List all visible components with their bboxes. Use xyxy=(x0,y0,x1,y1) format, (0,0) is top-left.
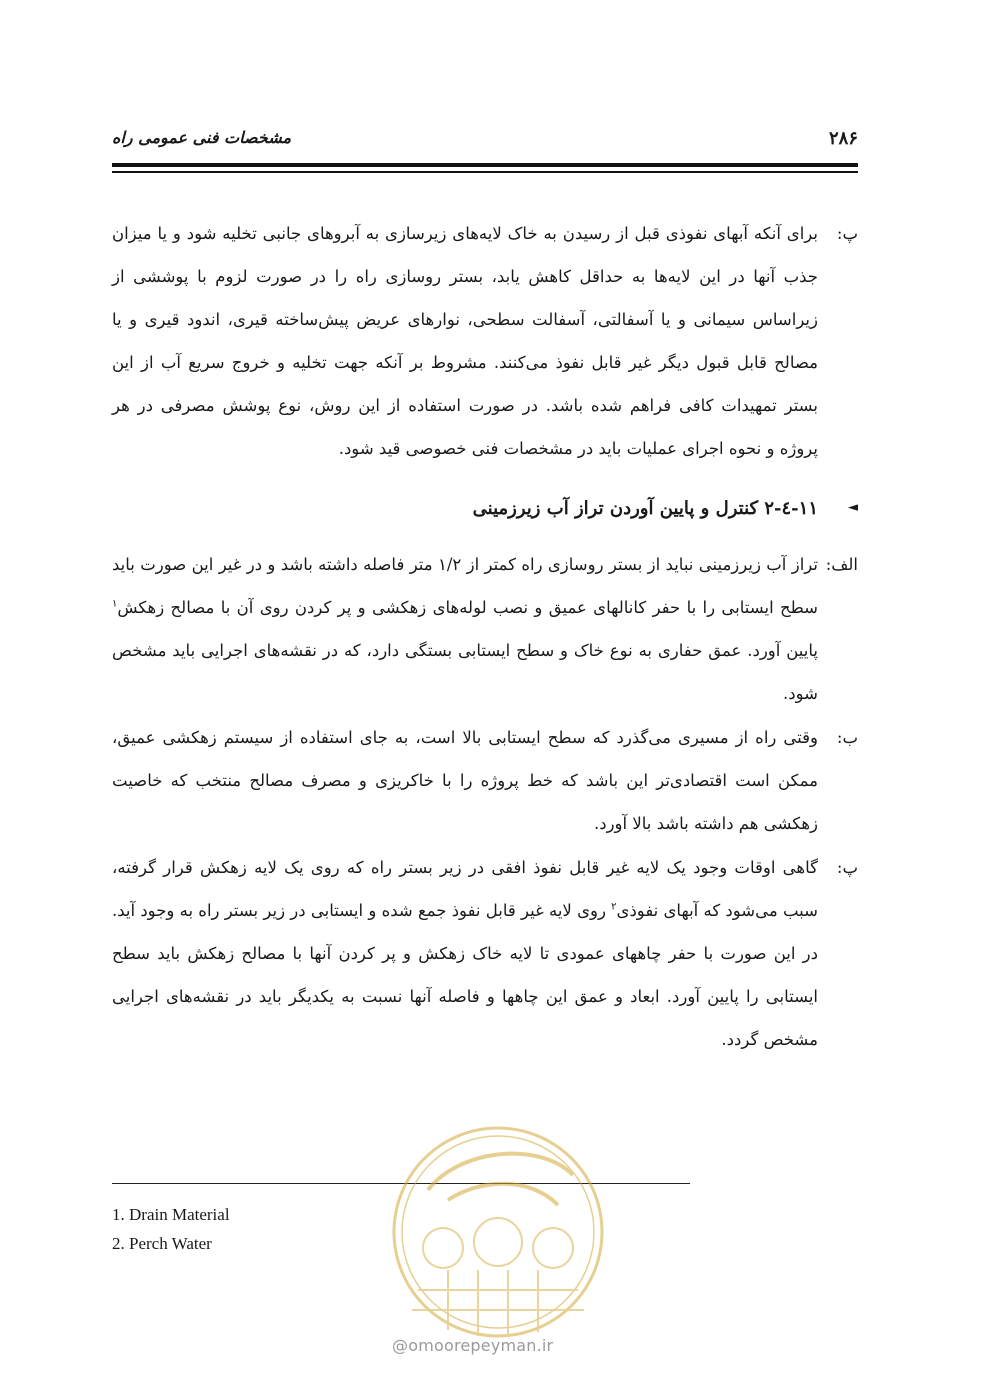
footnote-reference: ۲ xyxy=(611,901,617,913)
paragraph-pe-2 xyxy=(112,846,858,1061)
paragraph-marker: الف: xyxy=(825,555,858,574)
paragraph-marker: پ: xyxy=(836,224,858,243)
watermark-url: @omoorepeyman.ir xyxy=(392,1336,554,1355)
paragraph-text xyxy=(112,543,818,715)
footnote-reference: ۱ xyxy=(112,598,118,610)
paragraph-alef xyxy=(112,543,858,715)
paragraph-marker: ب: xyxy=(836,728,858,747)
paragraph-text-part: روی لایه غیر قابل نفوذ جمع شده و ایستابی در زیر بستر راه به وجود آید. در این صورت با حفر چاههای عمودی تا لایه خاک زهکش و پر کردن آنها با مصالح زهکش باید سطح ایستابی را پایین آورد. ابعاد و عمق این چاهها و فاصله آنها نسبت به یکدیگر باید در نقشه‌های اجرایی مشخص گردد. xyxy=(112,901,818,1049)
section-title: ۱۱-٤-۲ کنترل و پایین آوردن تراز آب زیرزمینی xyxy=(472,498,818,519)
footnote-1: 1. Drain Material xyxy=(112,1205,230,1224)
running-header xyxy=(112,122,858,158)
running-title: مشخصات فنی عمومی راه xyxy=(112,128,292,147)
page-number: ۲۸۶ xyxy=(828,128,858,149)
paragraph-text-part: گاهی اوقات وجود یک لایه غیر قابل نفوذ افقی در زیر بستر راه که روی یک لایه زهکش قرار گرفته، سبب می‌شود که آبهای نفوذی xyxy=(112,858,818,920)
header-rule-thick xyxy=(112,163,858,167)
paragraph-text xyxy=(112,846,818,1061)
paragraph-be xyxy=(112,716,858,845)
paragraph-text-part: تراز آب زیرزمینی نباید از بستر روسازی راه کمتر از ۱/۲ متر فاصله داشته باشد و در غیر این صورت باید سطح ایستابی را با حفر کانالهای عمیق و نصب لوله‌های زهکشی و پر کردن روی آن با مصالح زهکش xyxy=(112,555,818,617)
footnote-2: 2. Perch Water xyxy=(112,1234,212,1253)
footnotes xyxy=(112,1200,230,1258)
paragraph-marker: پ: xyxy=(836,858,858,877)
paragraph-text: وقتی راه از مسیری می‌گذرد که سطح ایستابی بالا است، به جای استفاده از سیستم زهکشی عمیق، ممکن است اقتصادی‌تر این باشد که خط پروژه را با خاکریزی و مصرف مصالح منتخب که خاصیت زهکشی هم داشته باشد بالا آورد. xyxy=(112,728,818,833)
header-rule-thin xyxy=(112,171,858,173)
heading-bullet-icon: ◄ xyxy=(848,500,858,515)
paragraph-text-part: پایین آورد. عمق حفاری به نوع خاک و سطح ایستابی بستگی دارد، که در نقشه‌های اجرایی باید مشخص شود. xyxy=(112,641,818,703)
paragraph-text: برای آنکه آبهای نفوذی قبل از رسیدن به خاک لایه‌های زیرسازی به آبروهای جانبی تخلیه شود و یا میزان جذب آنها در این لایه‌ها به حداقل کاهش یابد، بستر روسازی راه را در صورت لزوم با پوششی از زیراساس سیمانی و یا آسفالتی، آسفالت سطحی، نوارهای عریض پیش‌ساخته قیری، اندود قیری و یا مصالح قابل قبول دیگر غیر قابل نفوذ می‌کنند. مشروط بر آنکه جهت تخلیه و خروج سریع آب از این بستر تمهیدات کافی فراهم شده باشد. در صورت استفاده از این روش، نوع پوشش مصرفی در هر پروژه و نحوه اجرای عملیات باید در مشخصات فنی خصوصی قید شود. xyxy=(112,224,818,458)
paragraph-pe-1 xyxy=(112,212,858,470)
watermark-logo-icon xyxy=(388,1120,608,1342)
